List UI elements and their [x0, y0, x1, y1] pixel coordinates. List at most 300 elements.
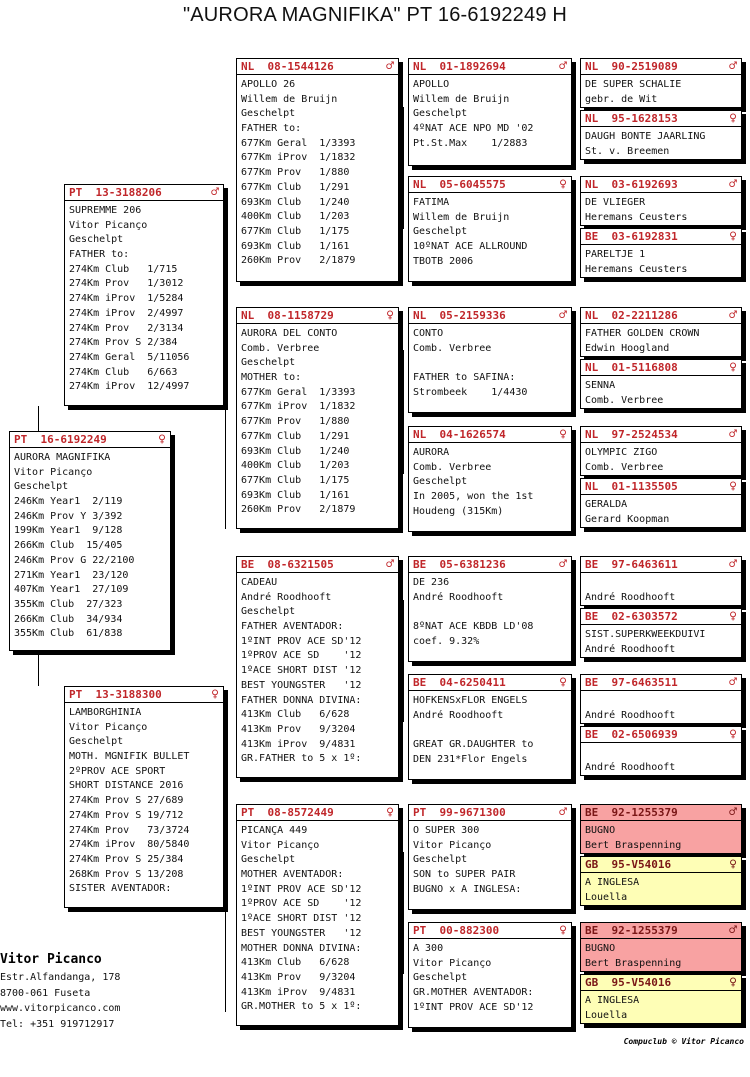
pigeon-name: FATHER GOLDEN CROWN [585, 328, 700, 339]
male-icon: ♂ [729, 427, 737, 442]
ring-number: NL 01-1892694 [409, 59, 571, 75]
pigeon-details [581, 691, 741, 723]
detail-line: André Roodhooft [413, 591, 504, 603]
ring-number: BE 92-1255379 [581, 923, 741, 939]
detail-line: Louella [585, 1009, 628, 1021]
ring-number: BE 02-6303572 [581, 609, 741, 625]
male-icon: ♂ [559, 308, 567, 323]
pigeon-name: BUGNO [585, 825, 616, 836]
detail-line: 8ºNAT ACE KBDB LD'08 [413, 621, 534, 633]
detail-line: 693Km Club 1/161 [241, 240, 350, 252]
ring-number: BE 05-6381236 [409, 557, 571, 573]
detail-line: Heremans Ceusters [585, 211, 688, 223]
ring-number: NL 08-1158729 [237, 308, 398, 324]
connector-line [403, 852, 404, 974]
pigeon-card-g1[interactable] [580, 58, 742, 108]
pigeon-card-g6[interactable] [580, 359, 742, 409]
pigeon-name: PICANÇA 449 [241, 825, 308, 836]
detail-line: FATHER DONNA DIVINA: [241, 694, 362, 706]
ring-number: BE 04-6250411 [409, 675, 571, 691]
ring-number: NL 95-1628153 [581, 111, 741, 127]
male-icon: ♂ [729, 675, 737, 690]
detail-line: MOTHER to: [241, 372, 302, 384]
male-icon: ♂ [559, 557, 567, 572]
pigeon-name [585, 746, 737, 761]
pigeon-card-fmf[interactable] [408, 307, 572, 413]
male-icon: ♂ [729, 308, 737, 323]
detail-line: André Roodhooft [241, 591, 332, 603]
detail-line: 677Km Club 1/175 [241, 225, 350, 237]
pigeon-details [409, 75, 571, 151]
connector-line [38, 655, 39, 686]
detail-line [413, 723, 567, 738]
male-icon: ♂ [729, 59, 737, 74]
detail-line: André Roodhooft [585, 643, 676, 655]
pigeon-card-g4[interactable] [580, 228, 742, 278]
pigeon-details [237, 75, 398, 269]
detail-line: Geschelpt [413, 108, 468, 120]
detail-line: TBOTB 2006 [413, 255, 474, 267]
detail-line: Comb. Verbree [413, 461, 492, 473]
detail-line: Vitor Picanço [413, 839, 492, 851]
detail-line: 1ºPROV ACE SD '12 [241, 650, 362, 662]
detail-line: Heremans Ceusters [585, 263, 688, 275]
connector-line [403, 107, 404, 229]
detail-line: FATHER to: [241, 123, 302, 135]
detail-line: 246Km Prov Y 3/392 [14, 510, 123, 522]
detail-line: Vitor Picanço [69, 219, 148, 231]
pigeon-details [581, 376, 741, 408]
detail-line: 274Km Prov 1/3012 [69, 278, 184, 290]
female-icon: ♀ [729, 857, 737, 872]
detail-line [413, 605, 567, 620]
breeder-postcode: 8700-061 Fuseta [0, 987, 91, 999]
pigeon-card-mother[interactable] [64, 686, 224, 908]
pigeon-card-father[interactable] [64, 184, 224, 406]
detail-line: 274Km Club 1/715 [69, 263, 178, 275]
detail-line: coef. 9.32% [413, 635, 480, 647]
detail-line: 413Km iProv 9/4831 [241, 738, 356, 750]
pigeon-card-mmf[interactable] [408, 804, 572, 910]
detail-line: Houdeng (315Km) [413, 505, 504, 517]
detail-line: 266Km Club 34/934 [14, 613, 123, 625]
detail-line: 693Km Club 1/161 [241, 489, 350, 501]
pigeon-name: SIST.SUPERKWEEKDUIVI [585, 629, 706, 640]
pigeon-card-fm[interactable] [236, 307, 399, 529]
breeder-name: Vitor Picanco [0, 952, 102, 967]
detail-line: 260Km Prov 2/1879 [241, 255, 356, 267]
detail-line: 274Km iProv 1/5284 [69, 293, 184, 305]
pigeon-name: DE VLIEGER [585, 197, 646, 208]
pigeon-details [581, 625, 741, 657]
male-icon: ♂ [729, 177, 737, 192]
ring-number: PT 16-6192249 [10, 432, 170, 448]
female-icon: ♀ [729, 727, 737, 742]
female-icon: ♀ [211, 687, 219, 702]
detail-line: Geschelpt [413, 854, 468, 866]
pigeon-details [581, 991, 741, 1023]
footer-credit: Compuclub © Vitor Picanco [623, 1037, 744, 1046]
detail-line: Comb. Verbree [585, 394, 664, 406]
detail-line: Geschelpt [241, 606, 296, 618]
detail-line: 4ºNAT ACE NPO MD '02 [413, 123, 534, 135]
detail-line: DEN 231*Flor Engels [413, 753, 528, 765]
male-icon: ♂ [211, 185, 219, 200]
ring-number: NL 03-6192693 [581, 177, 741, 193]
female-icon: ♀ [729, 975, 737, 990]
detail-line: Vitor Picanço [413, 957, 492, 969]
detail-line: 677Km Geral 1/3393 [241, 386, 356, 398]
detail-line: 260Km Prov 2/1879 [241, 504, 356, 516]
male-icon: ♂ [559, 59, 567, 74]
pigeon-details [409, 691, 571, 767]
pigeon-details [65, 703, 223, 897]
breeder-info [0, 952, 120, 1032]
detail-line: 274Km Prov 73/3724 [69, 824, 190, 836]
detail-line: Louella [585, 891, 628, 903]
detail-line: FATHER to: [69, 249, 130, 261]
pigeon-card-g13[interactable] [580, 804, 742, 854]
pigeon-details [65, 201, 223, 395]
pigeon-details [581, 573, 741, 605]
pigeon-details [237, 573, 398, 767]
ring-number: BE 03-6192831 [581, 229, 741, 245]
male-icon: ♂ [386, 59, 394, 74]
detail-line: 1ºINT PROV ACE SD'12 [241, 883, 362, 895]
detail-line: 274Km Prov S 25/384 [69, 853, 184, 865]
pigeon-card-mff[interactable] [408, 556, 572, 662]
ring-number: GB 95-V54016 [581, 857, 741, 873]
detail-line: André Roodhooft [585, 709, 676, 721]
detail-line: Gerard Koopman [585, 513, 670, 525]
pigeon-card-g16[interactable] [580, 974, 742, 1024]
detail-line: In 2005, won the 1st [413, 491, 534, 503]
female-icon: ♀ [559, 923, 567, 938]
detail-line: Geschelpt [413, 476, 468, 488]
pigeon-name: FATIMA [413, 197, 450, 208]
pigeon-details [581, 75, 741, 107]
ring-number: GB 95-V54016 [581, 975, 741, 991]
detail-line: FATHER AVENTADOR: [241, 621, 344, 633]
ring-number: NL 02-2211286 [581, 308, 741, 324]
pigeon-details [581, 743, 741, 775]
ring-number: PT 99-9671300 [409, 805, 571, 821]
detail-line: 246Km Prov G 22/2100 [14, 554, 135, 566]
ring-number: NL 97-2524534 [581, 427, 741, 443]
pigeon-details [581, 495, 741, 527]
female-icon: ♀ [729, 229, 737, 244]
pigeon-card-g3[interactable] [580, 176, 742, 226]
connector-line [225, 712, 226, 1012]
detail-line: Vitor Picanço [14, 466, 93, 478]
detail-line: Geschelpt [69, 234, 124, 246]
detail-line: Geschelpt [241, 854, 296, 866]
detail-line: 677Km Geral 1/3393 [241, 137, 356, 149]
pigeon-name: SUPREMME 206 [69, 205, 142, 216]
detail-line: 413Km Club 6/628 [241, 957, 350, 969]
detail-line: Vitor Picanço [69, 721, 148, 733]
ring-number: NL 01-5116808 [581, 360, 741, 376]
pigeon-details [581, 821, 741, 853]
detail-line: GR.FATHER to 5 x 1º: [241, 753, 362, 765]
detail-line: 355Km Club 27/323 [14, 598, 123, 610]
female-icon: ♀ [729, 360, 737, 375]
ring-number: BE 92-1255379 [581, 805, 741, 821]
ring-number: PT 00-882300 [409, 923, 571, 939]
detail-line: 693Km Club 1/240 [241, 445, 350, 457]
detail-line: Comb. Verbree [241, 342, 320, 354]
pigeon-card-mm[interactable] [236, 804, 399, 1026]
pigeon-details [237, 821, 398, 1015]
detail-line: gebr. de Wit [585, 93, 658, 105]
detail-line: 407Km Year1 27/109 [14, 584, 129, 596]
detail-line: 1ºACE SHORT DIST '12 [241, 665, 362, 677]
female-icon: ♀ [729, 609, 737, 624]
pigeon-name: A INGLESA [585, 995, 640, 1006]
detail-line: Geschelpt [413, 226, 468, 238]
detail-line: Edwin Hoogland [585, 342, 670, 354]
pigeon-details [409, 443, 571, 519]
detail-line: GR.MOTHER AVENTADOR: [413, 987, 534, 999]
page-title: "AURORA MAGNIFIKA" PT 16-6192249 H [182, 4, 568, 26]
detail-line: Geschelpt [241, 108, 296, 120]
pigeon-card-g15[interactable] [580, 922, 742, 972]
detail-line: 677Km Club 1/175 [241, 474, 350, 486]
pigeon-details [409, 324, 571, 400]
pigeon-details [581, 443, 741, 475]
detail-line: BUGNO x A INGLESA: [413, 883, 522, 895]
detail-line: MOTHER AVENTADOR: [241, 869, 344, 881]
pigeon-details [581, 127, 741, 159]
pigeon-name: PARELTJE 1 [585, 249, 646, 260]
detail-line: André Roodhooft [413, 709, 504, 721]
pigeon-details [409, 573, 571, 649]
pigeon-details [581, 939, 741, 971]
detail-line: Willem de Bruijn [413, 93, 510, 105]
detail-line: 2ºPROV ACE SPORT [69, 765, 166, 777]
detail-line: Geschelpt [413, 972, 468, 984]
pigeon-card-g2[interactable] [580, 110, 742, 160]
detail-line: Geschelpt [241, 357, 296, 369]
detail-line: MOTH. MGNIFIK BULLET [69, 751, 190, 763]
detail-line: SON to SUPER PAIR [413, 869, 516, 881]
pigeon-card-fmm[interactable] [408, 426, 572, 532]
ring-number: BE 97-6463511 [581, 675, 741, 691]
detail-line: Vitor Picanço [241, 839, 320, 851]
pigeon-details [409, 821, 571, 897]
pigeon-details [581, 193, 741, 225]
pigeon-details [237, 324, 398, 518]
detail-line: 677Km iProv 1/1832 [241, 152, 356, 164]
female-icon: ♀ [559, 177, 567, 192]
detail-line: Strombeek 1/4430 [413, 386, 528, 398]
detail-line: 271Km Year1 23/120 [14, 569, 129, 581]
ring-number: PT 08-8572449 [237, 805, 398, 821]
detail-line: 10ºNAT ACE ALLROUND [413, 241, 528, 253]
detail-line: 274Km Geral 5/11056 [69, 351, 190, 363]
detail-line: 274Km Prov 2/3134 [69, 322, 184, 334]
ring-number: PT 13-3188300 [65, 687, 223, 703]
pigeon-name: BUGNO [585, 943, 616, 954]
pigeon-name: AURORA [413, 447, 450, 458]
detail-line: 274Km iProv 80/5840 [69, 839, 190, 851]
pigeon-card-fff[interactable] [408, 58, 572, 166]
detail-line: 268Km Prov S 13/208 [69, 868, 184, 880]
pigeon-card-mf[interactable] [236, 556, 399, 778]
pigeon-details [581, 324, 741, 356]
pigeon-details [409, 939, 571, 1015]
female-icon: ♀ [158, 432, 166, 447]
detail-line: GR.MOTHER to 5 x 1º: [241, 1001, 362, 1013]
detail-line: Willem de Bruijn [241, 93, 338, 105]
pigeon-name: OLYMPIC ZIGO [585, 447, 658, 458]
detail-line: FATHER to SAFINA: [413, 372, 516, 384]
pigeon-name: O SUPER 300 [413, 825, 480, 836]
pigeon-details [581, 873, 741, 905]
detail-line: André Roodhooft [585, 591, 676, 603]
detail-line: GREAT GR.DAUGHTER to [413, 739, 534, 751]
pigeon-card-g10[interactable] [580, 608, 742, 658]
pigeon-name: AURORA MAGNIFIKA [14, 452, 111, 463]
detail-line: Comb. Verbree [413, 342, 492, 354]
detail-line: 413Km iProv 9/4831 [241, 986, 356, 998]
detail-line: 413Km Club 6/628 [241, 709, 350, 721]
detail-line: 266Km Club 15/405 [14, 540, 123, 552]
pigeon-details [10, 448, 170, 642]
male-icon: ♂ [729, 923, 737, 938]
detail-line: Geschelpt [69, 736, 124, 748]
detail-line: André Roodhooft [585, 761, 676, 773]
ring-number: NL 01-1135505 [581, 479, 741, 495]
pigeon-name: A 300 [413, 943, 444, 954]
detail-line: 693Km Club 1/240 [241, 196, 350, 208]
detail-line: SISTER AVENTADOR: [69, 883, 172, 895]
detail-line: 677Km Club 1/291 [241, 430, 350, 442]
pigeon-card-g5[interactable] [580, 307, 742, 357]
male-icon: ♂ [559, 805, 567, 820]
female-icon: ♀ [386, 308, 394, 323]
pigeon-card-g12[interactable] [580, 726, 742, 776]
ring-number: NL 05-6045575 [409, 177, 571, 193]
female-icon: ♀ [386, 805, 394, 820]
detail-line: 1ºACE SHORT DIST '12 [241, 913, 362, 925]
detail-line: 274Km Prov S 2/384 [69, 337, 178, 349]
pigeon-card-mfm[interactable] [408, 674, 572, 780]
pigeon-card-ffm[interactable] [408, 176, 572, 282]
pigeon-card-g11[interactable] [580, 674, 742, 724]
connector-line [225, 224, 226, 529]
connector-line [38, 406, 39, 432]
pigeon-name: HOFKENSxFLOR ENGELS [413, 695, 528, 706]
ring-number: NL 04-1626574 [409, 427, 571, 443]
detail-line: BEST YOUNGSTER '12 [241, 679, 362, 691]
pigeon-details [409, 193, 571, 269]
male-icon: ♂ [386, 557, 394, 572]
pigeon-card-ff[interactable] [236, 58, 399, 282]
pigeon-details [581, 245, 741, 277]
pigeon-card-g8[interactable] [580, 478, 742, 528]
detail-line: 413Km Prov 9/3204 [241, 971, 356, 983]
pigeon-name: GERALDA [585, 499, 628, 510]
female-icon: ♀ [729, 479, 737, 494]
pigeon-name [585, 694, 737, 709]
detail-line: 355Km Club 61/838 [14, 628, 123, 640]
detail-line: 199Km Year1 9/128 [14, 525, 123, 537]
pigeon-name: DE 236 [413, 577, 450, 588]
male-icon: ♂ [729, 557, 737, 572]
detail-line: 1ºINT PROV ACE SD'12 [413, 1001, 534, 1013]
ring-number: BE 02-6506939 [581, 727, 741, 743]
detail-line: 274Km iProv 12/4997 [69, 381, 190, 393]
detail-line: 677Km iProv 1/1832 [241, 401, 356, 413]
pigeon-name: DAUGH BONTE JAARLING [585, 131, 706, 142]
detail-line [413, 356, 567, 371]
detail-line: 400Km Club 1/203 [241, 211, 350, 223]
detail-line: Geschelpt [14, 481, 69, 493]
detail-line: 413Km Prov 9/3204 [241, 723, 356, 735]
detail-line: Bert Braspenning [585, 957, 682, 969]
breeder-address: Estr.Alfandanga, 178 [0, 972, 121, 983]
pigeon-card-g14[interactable] [580, 856, 742, 906]
pigeon-card-g7[interactable] [580, 426, 742, 476]
pigeon-name: APOLLO 26 [241, 79, 296, 90]
female-icon: ♀ [729, 111, 737, 126]
female-icon: ♀ [559, 675, 567, 690]
pigeon-card-g9[interactable] [580, 556, 742, 606]
pigeon-name: AURORA DEL CONTO [241, 328, 338, 339]
ring-number: BE 97-6463611 [581, 557, 741, 573]
pigeon-name: CADEAU [241, 577, 278, 588]
pigeon-card-subject[interactable] [9, 431, 171, 651]
breeder-website-link[interactable]: www.vitorpicanco.com [0, 1003, 121, 1014]
pigeon-name: LAMBORGHINIA [69, 707, 142, 718]
pigeon-name: APOLLO [413, 79, 450, 90]
connector-line [403, 600, 404, 722]
detail-line: 246Km Year1 2/119 [14, 496, 123, 508]
detail-line: Willem de Bruijn [413, 211, 510, 223]
detail-line: 274Km Club 6/663 [69, 366, 178, 378]
ring-number: NL 05-2159336 [409, 308, 571, 324]
pigeon-name [585, 576, 737, 591]
ring-number: BE 08-6321505 [237, 557, 398, 573]
male-icon: ♂ [729, 805, 737, 820]
pigeon-name: DE SUPER SCHALIE [585, 79, 682, 90]
detail-line: St. v. Breemen [585, 145, 670, 157]
detail-line: 677Km Prov 1/880 [241, 416, 350, 428]
detail-line: 677Km Prov 1/880 [241, 167, 350, 179]
ring-number: PT 13-3188206 [65, 185, 223, 201]
detail-line: SHORT DISTANCE 2016 [69, 780, 184, 792]
pigeon-name: A INGLESA [585, 877, 640, 888]
detail-line: 1ºINT PROV ACE SD'12 [241, 635, 362, 647]
detail-line: 677Km Club 1/291 [241, 181, 350, 193]
detail-line: 400Km Club 1/203 [241, 460, 350, 472]
ring-number: NL 90-2519089 [581, 59, 741, 75]
connector-line [403, 350, 404, 474]
detail-line: 274Km iProv 2/4997 [69, 307, 184, 319]
female-icon: ♀ [559, 427, 567, 442]
detail-line: MOTHER DONNA DIVINA: [241, 942, 362, 954]
pigeon-card-mmm[interactable] [408, 922, 572, 1028]
breeder-phone: Tel: +351 919712917 [0, 1018, 115, 1030]
pigeon-name: CONTO [413, 328, 444, 339]
ring-number: NL 08-1544126 [237, 59, 398, 75]
detail-line: Bert Braspenning [585, 839, 682, 851]
detail-line: 1ºPROV ACE SD '12 [241, 898, 362, 910]
detail-line: BEST YOUNGSTER '12 [241, 927, 362, 939]
pigeon-name: SENNA [585, 380, 616, 391]
detail-line: 274Km Prov S 27/689 [69, 795, 184, 807]
